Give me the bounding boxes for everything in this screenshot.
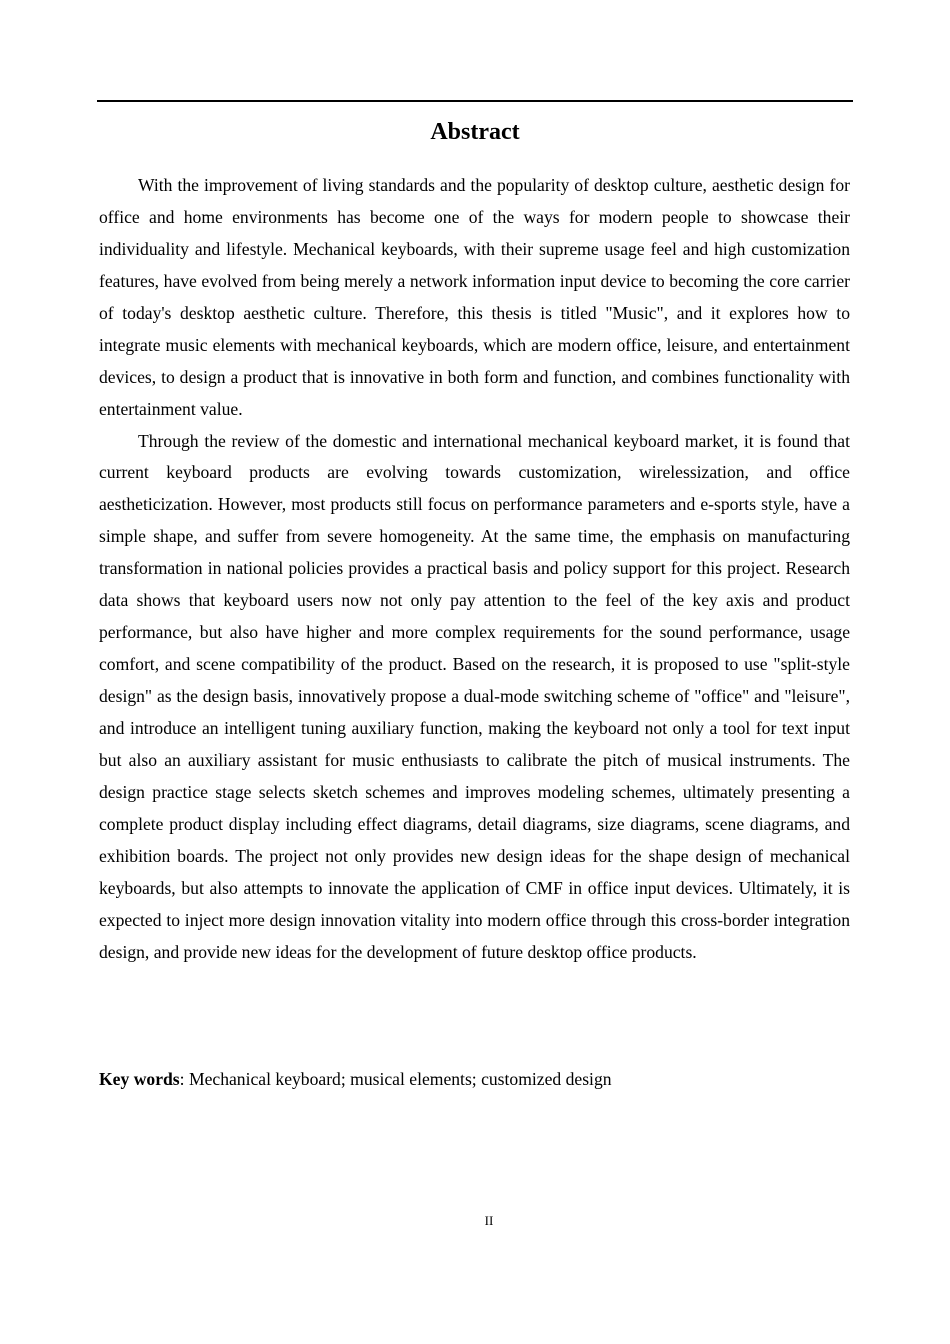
page-number: II bbox=[484, 1213, 494, 1228]
abstract-title: Abstract bbox=[430, 119, 520, 145]
abstract-paragraph-1: With the improvement of living standards and the popularity of desktop culture, aesthetic design for office and home environments has become one of the ways for modern people to showcase their individuality and lifestyle. Mechanical keyboards, with their supreme usage feel and high customization features, have evolved from being merely a network information input device to becoming the core carrier of today's desktop aesthetic culture. Therefore, this thesis is titled "Music", and it explores how to integrate music elements with mechanical keyboards, which are modern office, leisure, and entertainment devices, to design a product that is innovative in both form and function, and combines functionality with entertainment value. bbox=[99, 175, 850, 419]
abstract-body bbox=[99, 170, 850, 968]
header-rule bbox=[97, 100, 853, 102]
keywords-separator: : bbox=[179, 1069, 189, 1089]
keywords-label: Key words bbox=[99, 1069, 180, 1089]
keywords-line bbox=[99, 1063, 850, 1095]
keywords-text: Mechanical keyboard; musical elements; customized design bbox=[188, 1069, 612, 1089]
abstract-paragraph-2: Through the review of the domestic and international mechanical keyboard market, it is found that current keyboard products are evolving towards customization, wirelessization, and office aestheticization. However, most products still focus on performance parameters and e-sports style, have a simple shape, and suffer from severe homogeneity. At the same time, the emphasis on manufacturing transformation in national policies provides a practical basis and policy support for this project. Research data shows that keyboard users now not only pay attention to the feel of the key axis and product performance, but also have higher and more complex requirements for the sound performance, usage comfort, and scene compatibility of the product. Based on the research, it is proposed to use "split-style design" as the design basis, innovatively propose a dual-mode switching scheme of "office" and "leisure", and introduce an intelligent tuning auxiliary function, making the keyboard not only a tool for text input but also an auxiliary assistant for music enthusiasts to calibrate the pitch of musical instruments. The design practice stage selects sketch schemes and improves modeling schemes, ultimately presenting a complete product display including effect diagrams, detail diagrams, size diagrams, scene diagrams, and exhibition boards. The project not only provides new design ideas for the shape design of mechanical keyboards, but also attempts to innovate the application of CMF in office input devices. Ultimately, it is expected to inject more design innovation vitality into modern office through this cross-border integration design, and provide new ideas for the development of future desktop office products. bbox=[99, 430, 850, 962]
